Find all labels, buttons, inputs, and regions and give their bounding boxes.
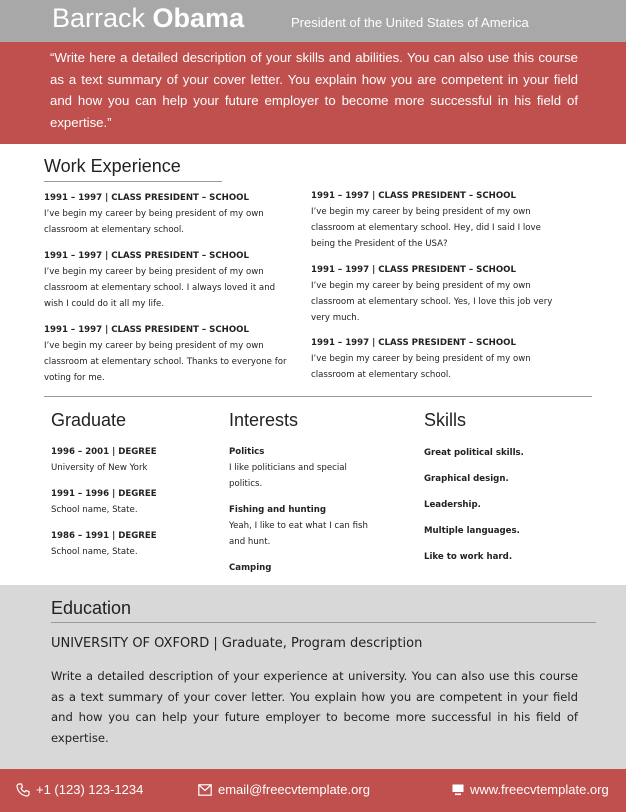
graduate-item-2 (51, 486, 211, 518)
interest-heading: Politics (229, 447, 265, 457)
skill-item: Graphical design. (424, 474, 509, 484)
graduate-item-3 (51, 528, 211, 560)
work-entry-heading: 1991 – 1997 | CLASS PRESIDENT – SCHOOL (44, 193, 249, 203)
work-entry-heading: 1991 – 1997 | CLASS PRESIDENT – SCHOOL (311, 338, 516, 348)
work-entry-right-2 (311, 262, 561, 326)
graduate-heading: 1996 – 2001 | DEGREE (51, 447, 157, 457)
footer-website (452, 782, 609, 797)
skill-item: Great political skills. (424, 448, 524, 458)
phone-icon (16, 783, 30, 797)
last-name: Obama (152, 3, 245, 33)
work-entry-heading: 1991 – 1997 | CLASS PRESIDENT – SCHOOL (311, 265, 516, 275)
interests-title: Interests (229, 410, 299, 430)
work-entry-left-2 (44, 248, 294, 312)
work-title-underline (44, 181, 222, 182)
work-entry-text: I’ve begin my career by being president of my own classroom at elementary school. (311, 354, 531, 380)
graduate-heading: 1991 – 1996 | DEGREE (51, 489, 157, 499)
education-description: Write a detailed description of your experience at university. You can also use this course as a text summary of your cover letter. You explain how you are competent in your field and how you can help your future employer to become more successful in his field of expertise. (51, 669, 578, 745)
skill-item: Leadership. (424, 500, 481, 510)
interest-item-2 (229, 502, 381, 550)
work-entry-left-3 (44, 322, 294, 386)
interest-text: I like politicians and special politics. (229, 463, 347, 489)
interest-item-1 (229, 444, 381, 492)
graduate-text: University of New York (51, 463, 148, 473)
person-name (52, 3, 244, 34)
header-bar (0, 0, 626, 42)
education-underline (51, 622, 596, 623)
work-entry-heading: 1991 – 1997 | CLASS PRESIDENT – SCHOOL (44, 325, 249, 335)
skill-item: Like to work hard. (424, 552, 513, 562)
graduate-heading: 1986 – 1991 | DEGREE (51, 531, 157, 541)
graduate-item-1 (51, 444, 211, 476)
interest-heading: Fishing and hunting (229, 505, 326, 515)
email-icon (198, 784, 212, 796)
first-name: Barrack (52, 3, 146, 33)
work-entry-right-1 (311, 188, 561, 252)
work-entry-heading: 1991 – 1997 | CLASS PRESIDENT – SCHOOL (44, 251, 249, 261)
graduate-title: Graduate (51, 410, 127, 430)
intro-text: “Write here a detailed description of your skills and abilities. You can also use this course as a text summary of your cover letter. You explain how you are competent in your field and how you can help your future employer to become more successful in his field of expertise.” (50, 50, 578, 130)
footer-bar (0, 769, 626, 812)
education-title: Education (51, 598, 132, 618)
work-entry-heading: 1991 – 1997 | CLASS PRESIDENT – SCHOOL (311, 191, 516, 201)
interest-item-3 (229, 560, 381, 576)
education-subtitle: UNIVERSITY OF OXFORD | Graduate, Program description (51, 636, 423, 651)
skill-item: Multiple languages. (424, 526, 520, 536)
skills-title: Skills (424, 410, 467, 430)
phone-number[interactable]: +1 (123) 123-1234 (36, 782, 144, 797)
work-entry-right-3 (311, 335, 561, 383)
footer-email (198, 782, 370, 797)
work-entry-text: I’ve begin my career by being president of my own classroom at elementary school. (44, 209, 264, 235)
work-entry-text: I’ve begin my career by being president of my own classroom at elementary school. I always loved it and wish I could do it all my life. (44, 267, 276, 309)
work-entry-text: I’ve begin my career by being president of my own classroom at elementary school. Thanks to everyone for voting for me. (44, 341, 287, 383)
section-divider (44, 396, 592, 397)
work-entry-text: I’ve begin my career by being president of my own classroom at elementary school. Yes, I love this job very very much. (311, 281, 553, 323)
job-title: President of the United States of America (291, 15, 529, 30)
monitor-icon (452, 784, 464, 796)
footer-phone (16, 782, 143, 797)
website-url[interactable]: www.freecvtemplate.org (470, 782, 609, 797)
interest-heading: Camping (229, 563, 272, 573)
email-address[interactable]: email@freecvtemplate.org (218, 782, 370, 797)
work-entry-text: I’ve begin my career by being president of my own classroom at elementary school. Hey, did I said I love being the President of the USA? (311, 207, 541, 249)
graduate-text: School name, State. (51, 505, 138, 515)
graduate-text: School name, State. (51, 547, 138, 557)
work-experience-title: Work Experience (44, 156, 181, 176)
interest-text: Yeah, I like to eat what I can fish and hunt. (229, 521, 368, 547)
intro-banner (0, 42, 626, 144)
work-entry-left-1 (44, 190, 294, 238)
